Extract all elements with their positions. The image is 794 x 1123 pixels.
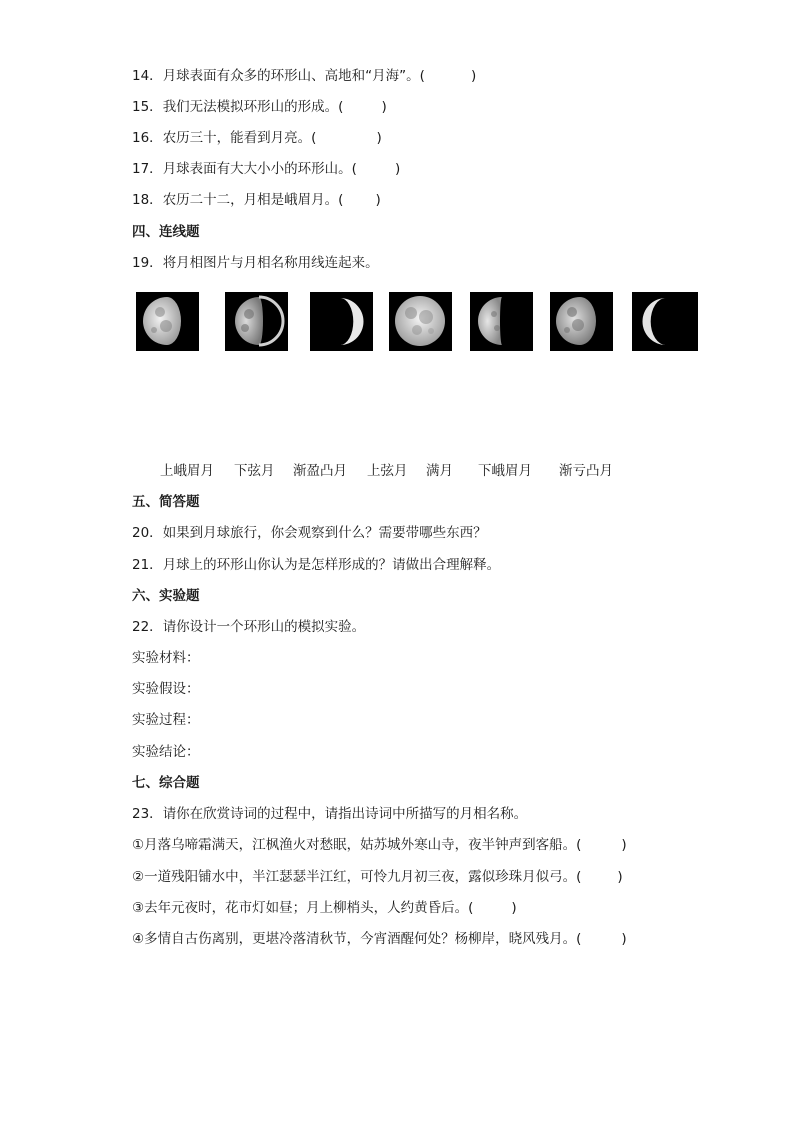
question-text: 将月相图片与月相名称用线连起来。 <box>162 255 379 271</box>
question-16 <box>132 128 382 148</box>
phase-label[interactable]: 渐亏凸月 <box>559 463 613 479</box>
poem-number: ② <box>132 869 145 885</box>
question-22 <box>132 617 365 637</box>
phase-label[interactable]: 上弦月 <box>367 463 408 479</box>
moon-phase-images <box>136 292 698 352</box>
question-20 <box>132 523 487 543</box>
poem-text: 多情自古伤离别，更堪冷落清秋节，今宵酒醒何处？杨柳岸，晓风残月。( <box>144 931 582 947</box>
question-number: 21． <box>132 557 163 573</box>
third-quarter-moon-icon[interactable] <box>225 292 288 351</box>
experiment-hypothesis-label: 实验假设： <box>132 681 200 697</box>
waxing-crescent-moon-icon[interactable] <box>310 292 373 351</box>
answer-close-paren: ) <box>621 931 627 947</box>
poem-number: ④ <box>132 931 145 947</box>
phase-label[interactable]: 下峨眉月 <box>478 463 532 479</box>
question-number: 20． <box>132 525 163 541</box>
phase-label[interactable]: 下弦月 <box>234 463 275 479</box>
section-heading-short-answer: 五、简答题 <box>132 494 200 510</box>
phase-label[interactable]: 满月 <box>426 463 453 479</box>
section-heading-experiment: 六、实验题 <box>132 588 200 604</box>
question-text: 月球表面有大大小小的环形山。( <box>162 161 357 177</box>
full-moon-icon[interactable] <box>389 292 452 351</box>
question-number: 14． <box>132 68 163 84</box>
waning-gibbous-moon-icon[interactable] <box>136 292 199 351</box>
answer-close-paren: ) <box>617 869 623 885</box>
question-number: 18． <box>132 192 163 208</box>
poem-number: ③ <box>132 900 145 916</box>
answer-close-paren: ) <box>511 900 517 916</box>
poem-text: 月落乌啼霜满天，江枫渔火对愁眠，姑苏城外寒山寺，夜半钟声到客船。( <box>144 837 582 853</box>
question-15 <box>132 97 387 117</box>
question-14 <box>132 66 476 86</box>
answer-close-paren: ) <box>621 837 627 853</box>
question-text: 农历二十二，月相是峨眉月。( <box>162 192 344 208</box>
poem-3 <box>132 898 517 918</box>
poem-4 <box>132 929 627 949</box>
poem-number: ① <box>132 837 145 853</box>
question-23 <box>132 804 527 824</box>
question-text: 请你在欣赏诗词的过程中，请指出诗词中所描写的月相名称。 <box>162 806 528 822</box>
experiment-process-label: 实验过程： <box>132 712 200 728</box>
experiment-materials-label: 实验材料： <box>132 650 200 666</box>
question-number: 17． <box>132 161 163 177</box>
question-number: 23． <box>132 806 163 822</box>
question-17 <box>132 159 400 179</box>
section-heading-matching: 四、连线题 <box>132 224 200 240</box>
question-text: 请你设计一个环形山的模拟实验。 <box>162 619 366 635</box>
question-number: 15． <box>132 99 163 115</box>
poem-text: 一道残阳铺水中，半江瑟瑟半江红，可怜九月初三夜，露似珍珠月似弓。( <box>144 869 582 885</box>
experiment-conclusion-label: 实验结论： <box>132 744 200 760</box>
question-number: 16． <box>132 130 163 146</box>
question-18 <box>132 190 381 210</box>
answer-close-paren: ) <box>376 130 382 146</box>
question-21 <box>132 555 500 575</box>
answer-close-paren: ) <box>470 68 477 84</box>
first-quarter-moon-icon[interactable] <box>470 292 533 351</box>
poem-2 <box>132 867 623 887</box>
question-text: 农历三十，能看到月亮。( <box>162 130 317 146</box>
question-text: 我们无法模拟环形山的形成。( <box>162 99 344 115</box>
question-number: 19． <box>132 255 163 271</box>
question-text: 月球上的环形山你认为是怎样形成的？请做出合理解释。 <box>162 557 501 573</box>
question-text: 如果到月球旅行，你会观察到什么？需要带哪些东西？ <box>162 525 487 541</box>
poem-text: 去年元夜时，花市灯如昼；月上柳梢头，人约黄昏后。( <box>144 900 474 916</box>
phase-label[interactable]: 上峨眉月 <box>160 463 214 479</box>
phase-label[interactable]: 渐盈凸月 <box>293 463 347 479</box>
poem-1 <box>132 835 627 855</box>
question-19 <box>132 253 379 273</box>
answer-close-paren: ) <box>394 161 401 177</box>
answer-close-paren: ) <box>381 99 387 115</box>
section-heading-comprehensive: 七、综合题 <box>132 775 200 791</box>
answer-close-paren: ) <box>375 192 381 208</box>
waning-crescent-moon-icon[interactable] <box>632 292 698 351</box>
question-text: 月球表面有众多的环形山、高地和“月海”。( <box>162 68 425 84</box>
waxing-gibbous-moon-icon[interactable] <box>550 292 613 351</box>
question-number: 22． <box>132 619 163 635</box>
